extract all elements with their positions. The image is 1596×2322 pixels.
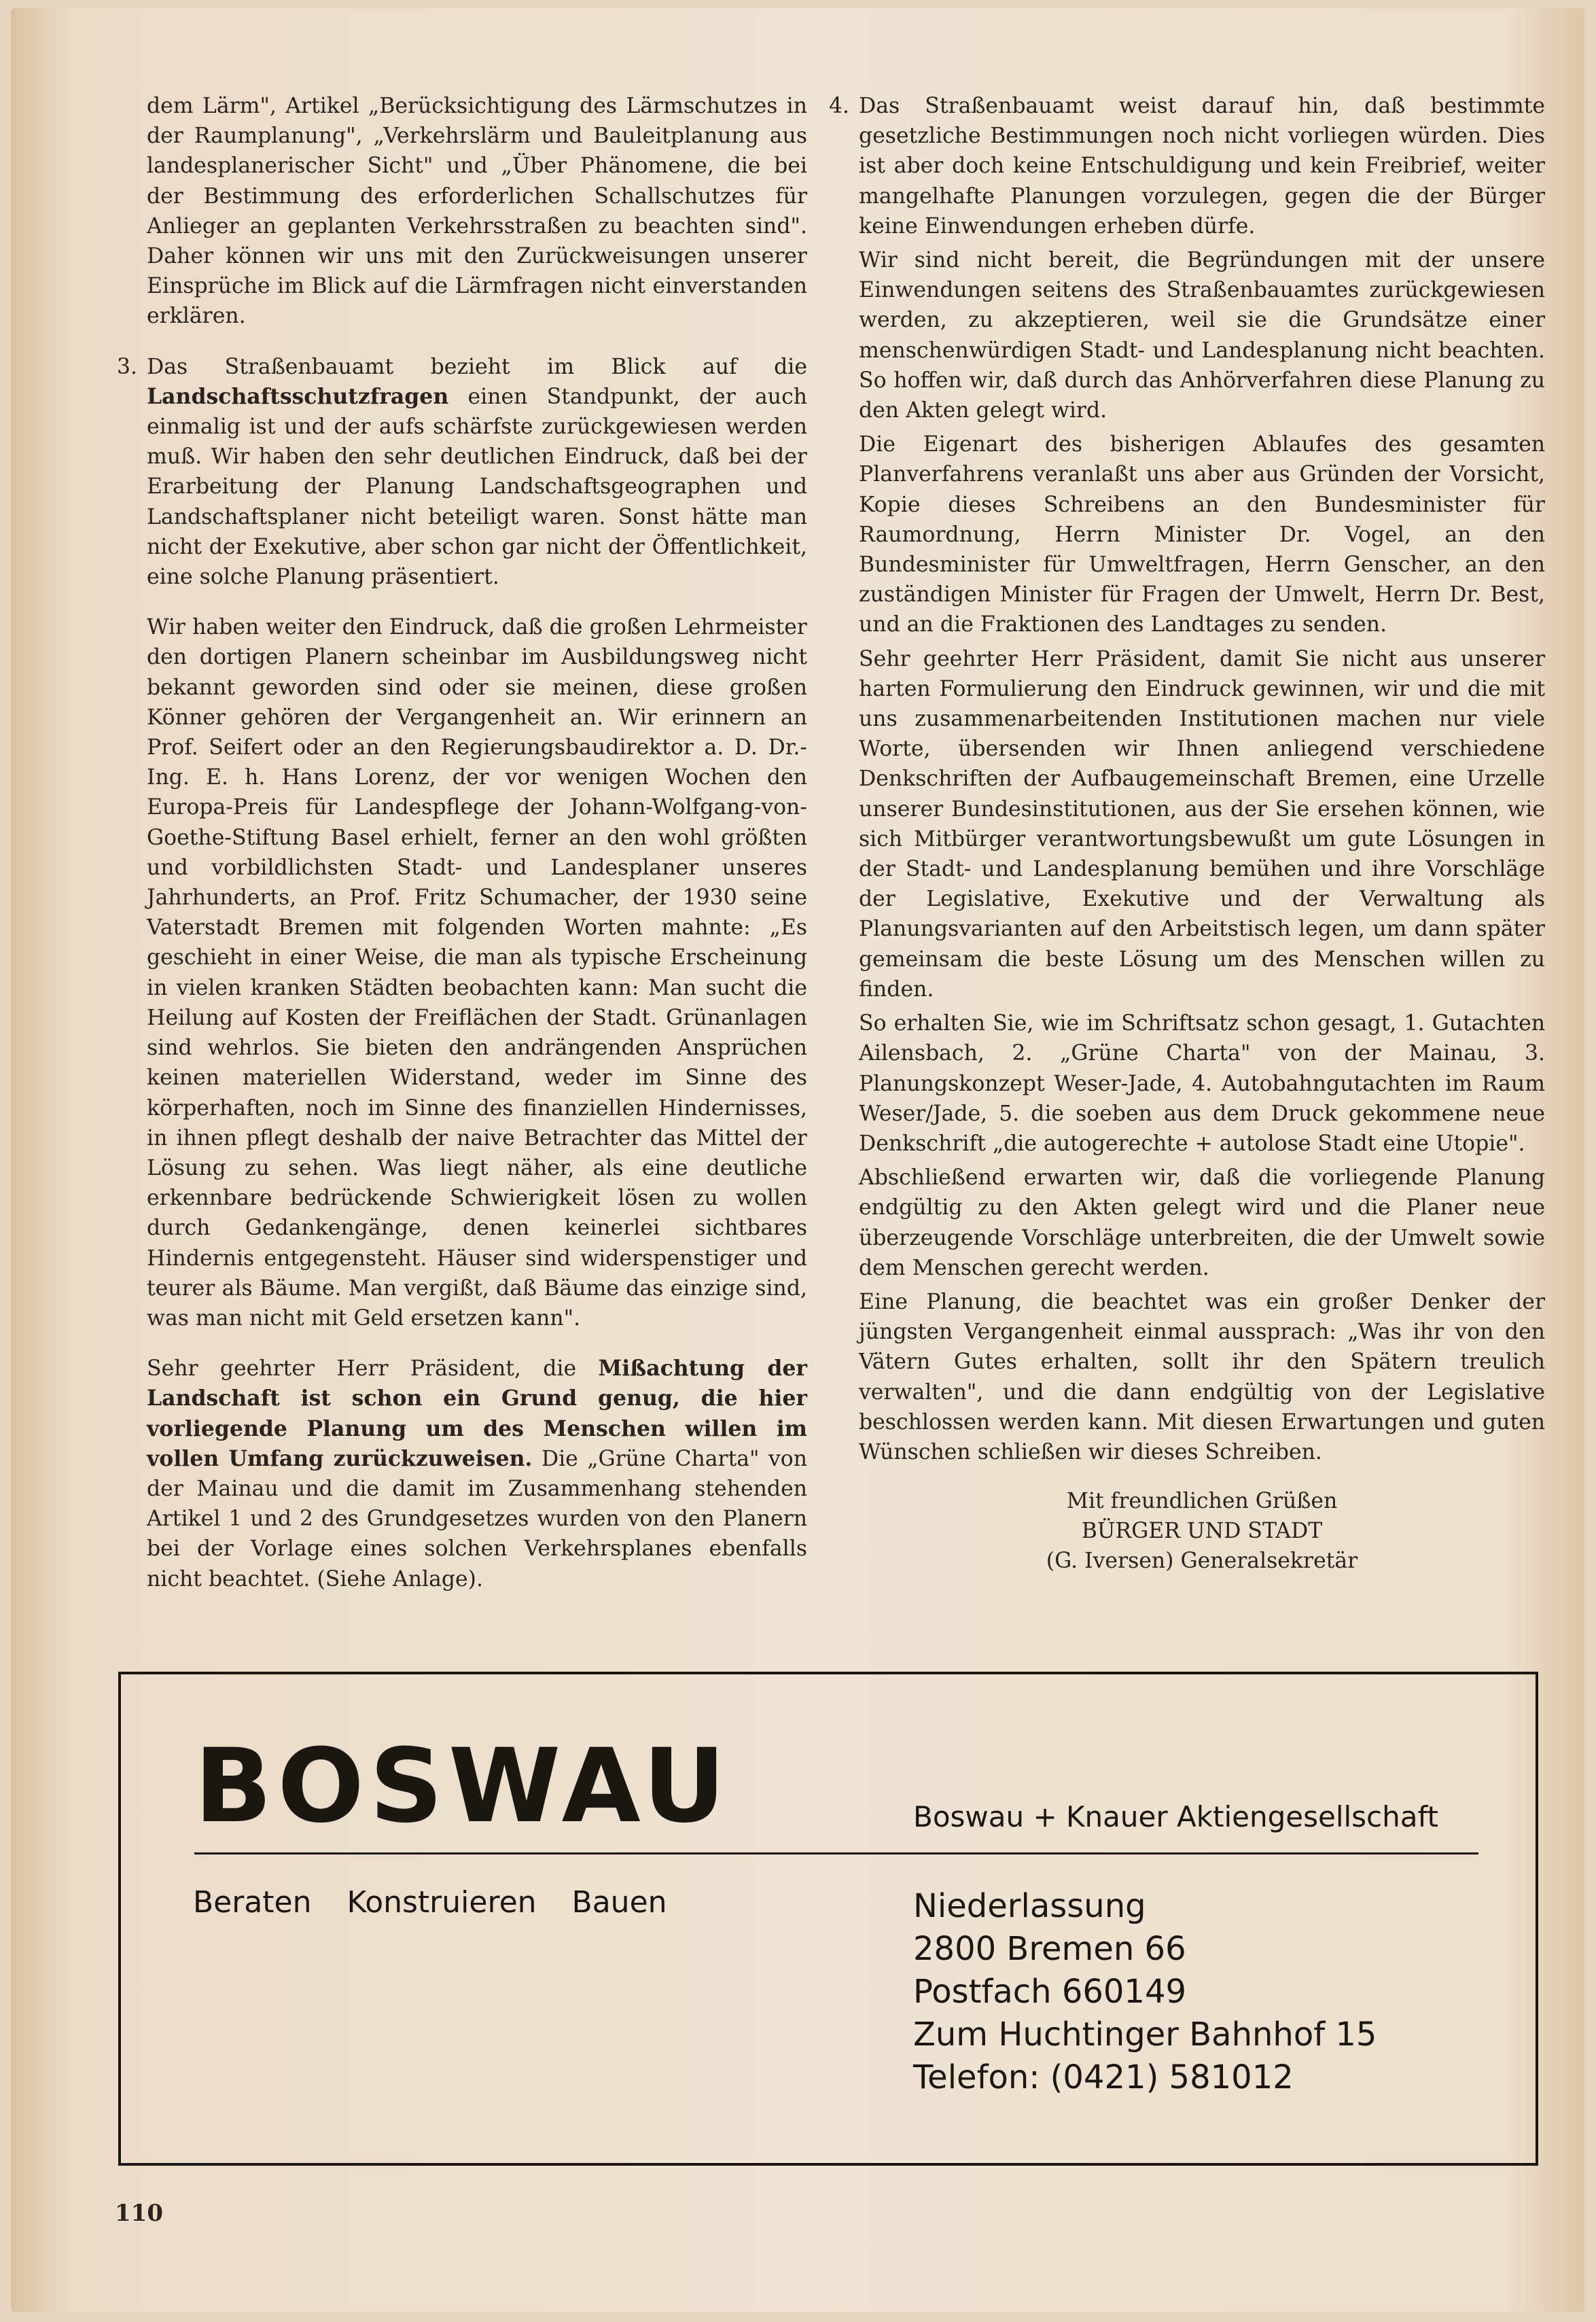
text-run: einen Standpunkt, der auch einmalig ist und der aufs schärfste zurückgewiesen werden muß. Wir haben den sehr deutlichen Eindruck, daß bei der Erarbeitung der Planung Landschaftsgeographen und Landschaftsplaner nicht beteiligt waren. Sonst hätte man nicht der Exekutive, aber schon gar nicht der Öffentlichkeit, eine solche Planung präsentiert. [147,384,807,590]
letter-closing [859,1486,1545,1576]
numbered-item-3 [117,352,807,593]
slogan-word: Bauen [571,1885,667,1920]
text-run: Die „Grüne Charta" von der Mainau und die damit im Zusammenhang stehenden Artikel 1 und 2 des Grundgesetzes wurden von den Planern bei der Vorlage eines solchen Verkehrsplanes ebenfalls nicht beachtet. (Siehe Anlage). [147,1446,807,1591]
paragraph [147,1354,807,1594]
paragraph: Das Straßenbauamt weist darauf hin, daß bestimmte gesetzliche Bestimmungen noch nicht vorliegen würden. Dies ist aber doch keine Entschuldigung und kein Freibrief, weiter mangelhafte Planungen vorzulegen, gegen die der Bürger keine Einwendungen erheben dürfe. [859,94,1545,239]
item-number: 3. [117,354,138,379]
paragraph: So erhalten Sie, wie im Schriftsatz schon gesagt, 1. Gutachten Ailensbach, 2. „Grüne Charta" von der Mainau, 3. Planungskonzept Weser-Jade, 4. Autobahngutachten im Raum Weser/Jade, 5. die soeben aus dem Druck gekommene neue Denkschrift „die autogerechte + autolose Stadt eine Utopie". [859,1011,1545,1156]
paragraph [147,352,807,593]
organization: BÜRGER UND STADT [1081,1519,1323,1544]
paragraph: Sehr geehrter Herr Präsident, damit Sie nicht aus unserer harten Formulierung den Eindruck gewinnen, wir und die mit uns zusammenarbeitenden Institutionen machen nur viele Worte, übersenden wir Ihnen anliegend verschiedene Denkschriften der Aufbaugemeinschaft Bremen, eine Urzelle unserer Bundesinstitutionen, aus der Sie ersehen können, wie sich Mitbürger verantwortungsbewußt um gute Lösungen in der Stadt- und Landesplanung bemühen und ihre Vorschläge der Legislative, Exekutive und der Verwaltung als Planungsvarianten auf den Arbeitstisch legen, um dann später gemeinsam die beste Lösung um des Menschen willen zu finden. [859,646,1545,1002]
slogan-word: Konstruieren [347,1885,537,1920]
paragraph: Abschließend erwarten wir, daß die vorliegende Planung endgültig zu den Akten gelegt wird und die Planer neue überzeugende Vorschläge unterbreiten, die der Umwelt sowie dem Menschen gerecht werden. [859,1165,1545,1280]
address-line: Postfach 660149 [913,1973,1187,2011]
paragraph: dem Lärm", Artikel „Berücksichtigung des Lärmschutzes in der Raumplanung", „Verkehrslärm und Bauleitplanung aus landesplanerischer Sicht" und „Über Phänomene, die bei der Bestimmung des erforderlichen Schallschutzes für Anlieger an geplanten Verkehrsstraßen zu beachten sind". Daher können wir uns mit den Zurückweisungen unserer Einsprüche im Blick auf die Lärmfragen nicht einverstanden erklären. [147,94,807,329]
signer: (G. Iversen) Generalsekretär [1046,1549,1358,1574]
greeting: Mit freundlichen Grüßen [1066,1489,1338,1514]
slogan [193,1885,693,1920]
slogan-word: Beraten [193,1885,312,1920]
company-name: Boswau + Knauer Aktiengesellschaft [913,1800,1439,1833]
phone-line: Telefon: (0421) 581012 [913,2058,1294,2096]
company-logo: BOSWAU [194,1727,731,1846]
divider [194,1852,1478,1854]
item-number: 4. [829,94,850,118]
paragraph: Eine Planung, die beachtet was ein großer Denker der jüngsten Vergangenheit einmal aussprach: „Was ihr von den Vätern Gutes erhalten, sollt ihr den Spätern treulich verwalten", und die dann endgültig von der Legislative beschlossen werden kann. Mit diesen Erwartungen und guten Wünschen schließen wir dieses Schreiben. [859,1289,1545,1464]
address-line: Niederlassung [913,1887,1146,1925]
address-line: Zum Huchtinger Bahnhof 15 [913,2016,1377,2054]
paragraph: Die Eigenart des bisherigen Ablaufes des gesamten Planverfahrens veranlaßt uns aber aus Gründen der Vorsicht, Kopie dieses Schreibens an den Bundesminister für Raumordnung, Herrn Minister Dr. Vogel, an den Bundesminister für Umweltfragen, Herrn Genscher, an den zuständigen Minister für Fragen der Umwelt, Herrn Dr. Best, und an die Fraktionen des Landtages zu senden. [859,432,1545,637]
numbered-item-4 [829,91,1545,241]
page-number: 110 [115,2200,163,2227]
address-block [913,1885,1377,2099]
paragraph: Wir sind nicht bereit, die Begründungen mit der unsere Einwendungen seitens des Straßenbauamtes zurückgewiesen werden, zu akzeptieren, weil sie die Grundsätze einer menschenwürdigen Stadt- und Landesplanung nicht beachten. So hoffen wir, daß durch das Anhörverfahren diese Planung zu den Akten gelegt wird. [859,248,1545,423]
address-line: 2800 Bremen 66 [913,1930,1186,1968]
text-run: Das Straßenbauamt bezieht im Blick auf die [147,354,807,379]
left-column [117,91,807,1594]
paragraph: Wir haben weiter den Eindruck, daß die großen Lehrmeister den dortigen Planern scheinbar im Ausbildungsweg nicht bekannt geworden sind oder sie meinen, diese großen Könner gehören der Vergangenheit an. Wir erinnern an Prof. Seifert oder an den Regierungsbaudirektor a. D. Dr.-Ing. E. h. Hans Lorenz, der vor wenigen Wochen den Europa-Preis für Landespflege der Johann-Wolfgang-von-Goethe-Stiftung Basel erhielt, ferner an den wohl größten und vorbildlichsten Stadt- und Landesplaner unseres Jahrhunderts, an Prof. Fritz Schumacher, der 1930 seine Vaterstadt Bremen mit folgenden Worten mahnte: „Es geschieht in einer Weise, die man als typische Erscheinung in vielen kranken Städten beobachten kann: Man sucht die Heilung auf Kosten der Freiflächen der Stadt. Grünanlagen sind wehrlos. Sie bieten den andrängenden Ansprüchen keinen materiellen Widerstand, weder im Sinne des körperhaften, noch im Sinne des finanziellen Hindernisses, in ihnen pflegt deshalb der naive Betrachter das Mittel der Lösung zu sehen. Was liegt näher, als eine deutliche erkennbare bedrückende Schwierigkeit lösen zu wollen durch Gedankengänge, denen keinerlei sichtbares Hindernis entgegensteht. Häuser sind widerspenstiger und teurer als Bäume. Man vergißt, daß Bäume das einzige sind, was man nicht mit Geld ersetzen kann". [147,615,807,1331]
text-run: Sehr geehrter Herr Präsident, die [147,1356,599,1382]
right-column [829,91,1545,1576]
bold-text: Mißachtung der Landschaft ist schon ein Grund genug, die hier vorliegende Planung um des Menschen willen im vollen Umfang zurückzuweisen. [147,1356,807,1471]
bold-text: Landschaftsschutzfragen [147,383,449,409]
advertisement [118,1672,1538,2166]
page [11,8,1584,2312]
